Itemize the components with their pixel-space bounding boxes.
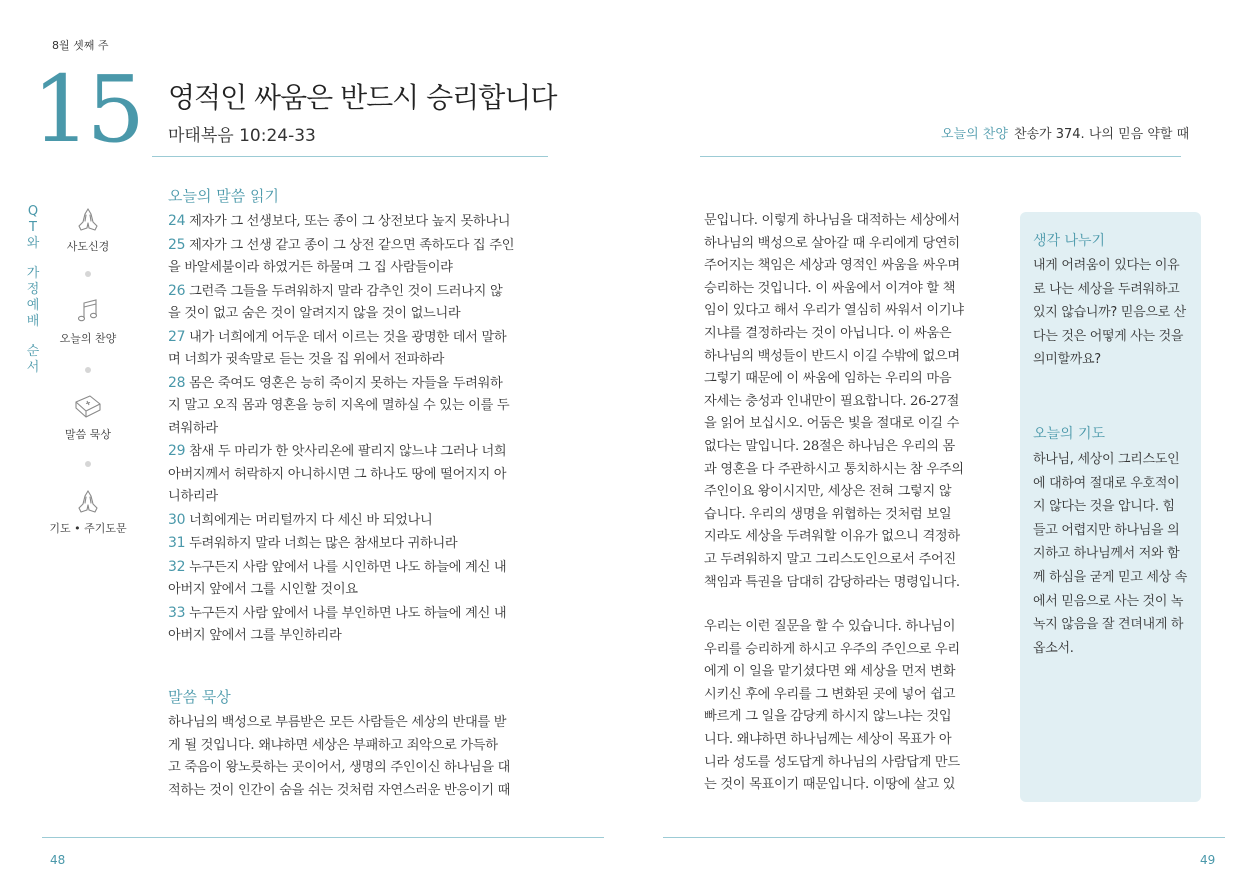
text-line: 우리를 승리하게 하시고 우주의 주인으로 우리 <box>704 641 960 657</box>
todays-hymn <box>941 123 1189 142</box>
text-line: 녹지 않음을 잘 견뎌내게 하 <box>1033 617 1184 633</box>
text-line: 다는 것은 어떻게 사는 것을 <box>1033 328 1184 344</box>
verse-text: 아버지 앞에서 그를 시인할 것이요 <box>168 582 358 597</box>
verse-line <box>168 464 554 487</box>
verse-line <box>168 532 554 556</box>
verse-line <box>168 234 554 258</box>
text-line: 에게 이 일을 맡기셨다면 왜 세상을 먼저 변화 <box>704 664 956 680</box>
order-label: 말씀 묵상 <box>64 428 111 441</box>
verse-text: 을 것이 없고 숨은 것이 알려지지 않을 것이 없느니라 <box>168 306 461 321</box>
verse-line <box>168 440 554 464</box>
text-line: 들고 어렵지만 하나님을 의 <box>1033 522 1180 538</box>
hymn-divider <box>700 156 1181 157</box>
text-line: 내게 어려움이 있다는 이유 <box>1033 258 1180 273</box>
order-separator-dot <box>85 461 91 467</box>
text-line: 그렇기 때문에 이 싸움에 임하는 우리의 마음 <box>704 371 952 387</box>
text-line: 시키신 후에 우리를 그 변화된 곳에 넣어 쉽고 <box>704 686 956 702</box>
scripture-reference: 마태복음 10:24-33 <box>168 126 316 146</box>
text-line: 문입니다. 이렇게 하나님을 대적하는 세상에서 <box>704 213 960 228</box>
order-separator-dot <box>85 367 91 373</box>
text-line: 고 두려워하지 말고 그리스도인으로서 주어진 <box>704 551 956 567</box>
title-divider <box>152 156 548 157</box>
text-line: 빠르게 그 일을 감당케 하시지 않느냐는 것입 <box>704 709 952 725</box>
music-note-icon <box>73 296 103 326</box>
order-label: 오늘의 찬양 <box>59 332 117 345</box>
hymn-label: 오늘의 찬양 <box>941 127 1008 142</box>
verse-text: 니하리라 <box>168 489 218 504</box>
verse-number: 29 <box>168 443 186 459</box>
verse-text: 누구든지 사람 앞에서 나를 부인하면 나도 하늘에 계신 내 <box>185 605 507 621</box>
verses-block <box>168 210 554 648</box>
text-line: 주인이요 왕이시지만, 세상은 전혀 그렇지 않 <box>704 484 952 500</box>
order-item-meditation <box>38 392 138 442</box>
text-line: 주어지는 책임은 세상과 영적인 싸움을 싸우며 <box>704 258 960 274</box>
text-line: 을 읽어 보십시오. 어둠은 빛을 절대로 이길 수 <box>704 416 960 432</box>
order-label: 기도 • 주기도문 <box>49 522 127 535</box>
verse-number: 25 <box>168 236 186 253</box>
vertical-char: 서 <box>26 360 40 375</box>
week-label: 8월 셋째 주 <box>52 39 109 52</box>
hymn-value: 찬송가 374. 나의 믿음 약할 때 <box>1013 127 1190 142</box>
verse-number: 24 <box>168 213 186 229</box>
vertical-gap <box>26 252 40 266</box>
vertical-char: T <box>29 220 37 235</box>
order-item-prayer <box>38 486 138 536</box>
text-line: 과 영혼을 다 주관하시고 통치하시는 참 우주의 <box>704 461 964 477</box>
verse-line <box>168 326 554 350</box>
verse-line <box>168 579 554 602</box>
verse-text: 몸은 죽여도 영혼은 능히 죽이지 못하는 자들을 두려워하 <box>185 375 503 391</box>
text-line: 하나님의 백성들이 반드시 이길 수밖에 없으며 <box>704 348 960 364</box>
day-number: 15 <box>32 56 142 163</box>
order-item-creed <box>38 204 138 254</box>
text-line: 하나님의 백성으로 살아갈 때 우리에게 당연히 <box>704 235 960 251</box>
prayer-heading: 오늘의 기도 <box>1033 426 1106 442</box>
vertical-char: 와 <box>26 236 40 251</box>
verse-line <box>168 625 554 648</box>
verse-text: 너희에게는 머리털까지 다 세신 바 되었나니 <box>185 512 433 528</box>
verse-text: 두려워하지 말라 너희는 많은 참새보다 귀하니라 <box>185 536 458 551</box>
text-line: 우리는 이런 질문을 할 수 있습니다. 하나님이 <box>704 619 956 634</box>
text-line: 책임과 특권을 담대히 감당하라는 명령입니다. <box>704 574 960 590</box>
meditation-heading: 말씀 묵상 <box>168 688 231 706</box>
verse-line <box>168 257 554 280</box>
vertical-char: 배 <box>26 314 40 329</box>
verse-line <box>168 349 554 372</box>
order-label: 사도신경 <box>66 240 110 253</box>
text-line: 로 나는 세상을 두려워하고 <box>1033 281 1180 297</box>
verse-text: 제자가 그 선생 같고 종이 그 상전 같으면 족하도다 집 주인 <box>185 237 515 253</box>
reading-heading: 오늘의 말씀 읽기 <box>168 187 279 205</box>
verse-number: 31 <box>168 535 186 551</box>
verse-number: 26 <box>168 282 186 299</box>
verse-number: 28 <box>168 374 186 391</box>
reflection-box <box>1020 212 1201 802</box>
meditation-text-right-1 <box>704 210 996 594</box>
footer-divider <box>663 837 1225 838</box>
verse-text: 누구든지 사람 앞에서 나를 시인하면 나도 하늘에 계신 내 <box>185 559 507 575</box>
prayer-text <box>1033 448 1195 660</box>
meditation-text-left <box>168 712 554 802</box>
share-text <box>1033 254 1195 372</box>
text-line: 께 하심을 굳게 믿고 세상 속 <box>1033 569 1187 585</box>
text-line: 고 죽음이 왕노릇하는 곳이어서, 생명의 주인이신 하나님을 대 <box>168 760 511 776</box>
verse-text: 아버지 앞에서 그를 부인하리라 <box>168 628 342 643</box>
verse-line <box>168 418 554 441</box>
praying-hands-icon <box>73 486 103 516</box>
verse-line <box>168 509 554 533</box>
verse-text: 며 너희가 귓속말로 듣는 것을 집 위에서 전파하라 <box>168 352 445 367</box>
text-line: 없다는 말입니다. 28절은 하나님은 우리의 몸 <box>704 438 955 454</box>
text-line: 하나님, 세상이 그리스도인 <box>1033 452 1180 467</box>
text-line: 니라 성도를 성도답게 하나님의 사람답게 만드 <box>704 754 960 770</box>
page-number-right: 49 <box>1200 853 1216 867</box>
verse-text: 지 말고 오직 몸과 영혼을 능히 지옥에 멸하실 수 있는 이를 두 <box>168 398 510 413</box>
verse-text: 을 바알세불이라 하였거든 하물며 그 집 사람들이랴 <box>168 260 453 275</box>
page-title: 영적인 싸움은 반드시 승리합니다 <box>168 81 557 114</box>
bible-icon <box>72 392 104 422</box>
verse-text: 참새 두 마리가 한 앗사리온에 팔리지 않느냐 그러나 너희 <box>185 444 507 459</box>
text-line: 지하고 하나님께서 저와 함 <box>1033 546 1180 562</box>
text-line: 적하는 것이 인간이 숨을 쉬는 것처럼 자연스러운 반응이기 때 <box>168 782 511 798</box>
text-line: 임이 있다고 해서 우리가 열심히 싸워서 이기냐 <box>704 303 964 319</box>
vertical-char: 정 <box>26 282 40 297</box>
vertical-char: 가 <box>26 266 40 281</box>
text-line: 게 될 것입니다. 왜냐하면 세상은 부패하고 죄악으로 가득하 <box>168 737 498 753</box>
text-line: 에서 믿음으로 사는 것이 녹 <box>1033 593 1184 609</box>
vertical-char: 예 <box>26 298 40 313</box>
verse-number: 32 <box>168 558 186 575</box>
verse-text: 내가 너희에게 어두운 데서 이르는 것을 광명한 데서 말하 <box>185 329 507 345</box>
verse-line <box>168 210 554 234</box>
meditation-text-right-2 <box>704 616 996 797</box>
footer-divider <box>42 837 604 838</box>
verse-text: 려워하라 <box>168 420 218 436</box>
text-line: 의미할까요? <box>1033 352 1101 368</box>
verse-line <box>168 395 554 418</box>
text-line: 있지 않습니까? 믿음으로 산 <box>1033 305 1186 321</box>
text-line: 는 것이 목표이기 때문입니다. 이땅에 살고 있 <box>704 777 956 793</box>
verse-line <box>168 602 554 626</box>
text-line: 니다. 왜냐하면 하나님께는 세상이 목표가 아 <box>704 731 952 747</box>
verse-line <box>168 372 554 396</box>
text-line: 지냐를 결정하라는 것이 아닙니다. 이 싸움은 <box>704 325 952 341</box>
share-heading: 생각 나누기 <box>1033 233 1106 249</box>
praying-hands-icon <box>73 204 103 234</box>
text-line: 에 대하여 절대로 우호적이 <box>1033 475 1180 491</box>
text-line: 옵소서. <box>1033 640 1074 656</box>
text-line: 하나님의 백성으로 부름받은 모든 사람들은 세상의 반대를 받 <box>168 715 507 730</box>
text-line: 지라도 세상을 두려워할 이유가 없으니 격정하 <box>704 529 960 545</box>
order-item-hymn <box>38 296 138 346</box>
text-line: 지 않다는 것을 압니다. 힘 <box>1033 499 1175 515</box>
verse-text: 그런즉 그들을 두려워하지 말라 감추인 것이 드러나지 않 <box>185 283 503 299</box>
text-line: 자세는 충성과 인내만이 필요합니다. 26-27절 <box>704 393 960 409</box>
vertical-char: 순 <box>26 344 40 359</box>
order-separator-dot <box>85 271 91 277</box>
verse-number: 27 <box>168 328 186 345</box>
page-number-left: 48 <box>50 853 66 867</box>
verse-line <box>168 556 554 580</box>
verse-number: 33 <box>168 604 186 621</box>
verse-line <box>168 280 554 304</box>
text-line: 승리하는 것입니다. 이 싸움에서 이겨야 할 책 <box>704 280 956 296</box>
verse-text: 아버지께서 허락하지 아니하시면 그 하나도 땅에 떨어지지 아 <box>168 466 507 482</box>
text-line: 습니다. 우리의 생명을 위협하는 것처럼 보일 <box>704 506 952 522</box>
verse-line <box>168 303 554 326</box>
vertical-char: Q <box>27 204 39 219</box>
verse-line <box>168 486 554 509</box>
verse-text: 제자가 그 선생보다, 또는 종이 그 상전보다 높지 못하나니 <box>185 214 511 229</box>
verse-number: 30 <box>168 511 186 528</box>
